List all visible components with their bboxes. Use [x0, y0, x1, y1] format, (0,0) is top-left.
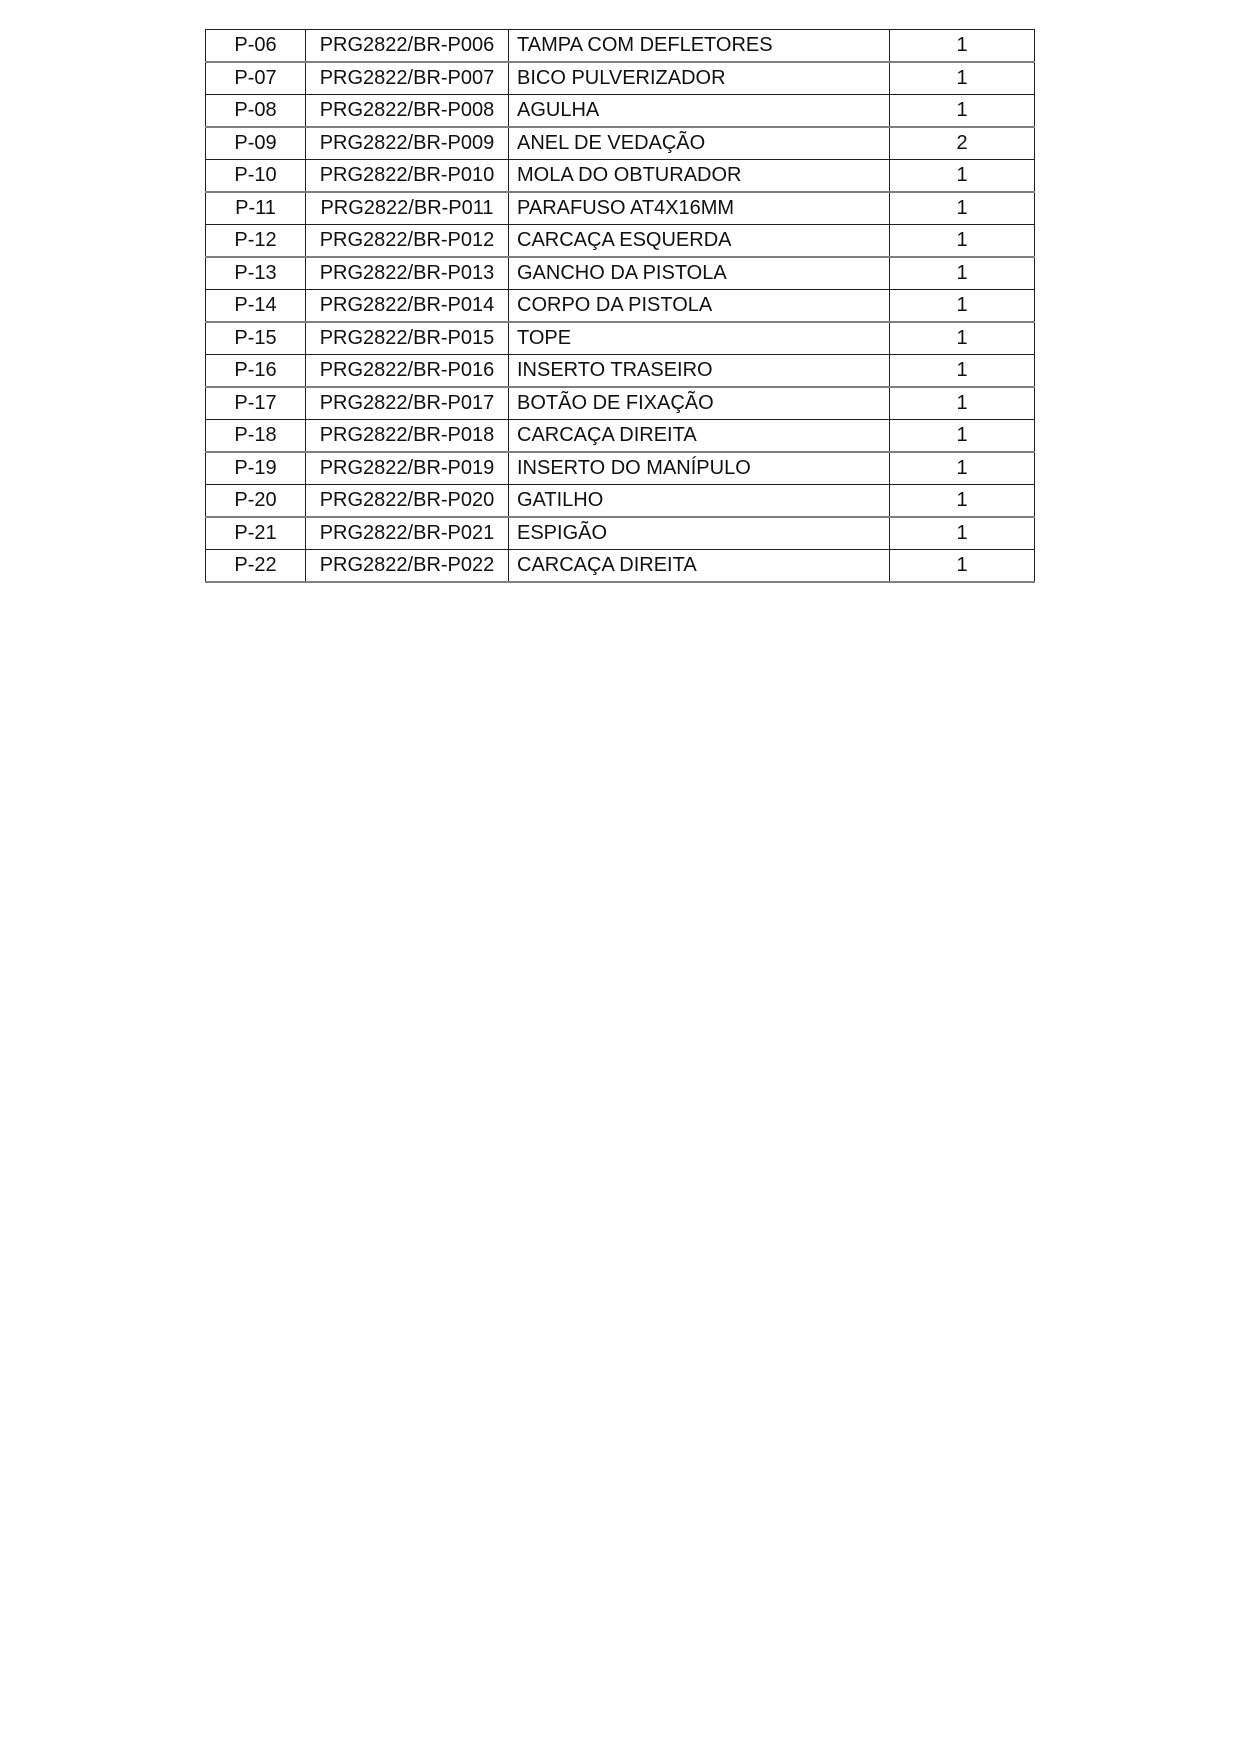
part-code-cell: PRG2822/BR-P010: [306, 160, 509, 193]
item-no-cell: P-08: [206, 95, 306, 128]
description-cell: CARCAÇA ESQUERDA: [509, 225, 890, 258]
qty-cell: 1: [890, 322, 1035, 355]
item-no-cell: P-12: [206, 225, 306, 258]
item-no-cell: P-14: [206, 290, 306, 323]
qty-cell: 1: [890, 192, 1035, 225]
item-no-cell: P-16: [206, 355, 306, 388]
table-row: [206, 160, 1035, 193]
item-no-cell: P-13: [206, 257, 306, 290]
qty-cell: 1: [890, 485, 1035, 518]
table-row: [206, 517, 1035, 550]
item-no-cell: P-07: [206, 62, 306, 95]
description-cell: ESPIGÃO: [509, 517, 890, 550]
description-cell: GATILHO: [509, 485, 890, 518]
description-cell: PARAFUSO AT4X16MM: [509, 192, 890, 225]
part-code-cell: PRG2822/BR-P013: [306, 257, 509, 290]
description-cell: CARCAÇA DIREITA: [509, 550, 890, 583]
part-code-cell: PRG2822/BR-P019: [306, 452, 509, 485]
qty-cell: 1: [890, 517, 1035, 550]
item-no-cell: P-10: [206, 160, 306, 193]
part-code-cell: PRG2822/BR-P022: [306, 550, 509, 583]
table-row: [206, 550, 1035, 583]
part-code-cell: PRG2822/BR-P016: [306, 355, 509, 388]
description-cell: AGULHA: [509, 95, 890, 128]
table-row: [206, 127, 1035, 160]
qty-cell: 1: [890, 30, 1035, 63]
table-row: [206, 30, 1035, 63]
description-cell: CARCAÇA DIREITA: [509, 420, 890, 453]
qty-cell: 1: [890, 95, 1035, 128]
part-code-cell: PRG2822/BR-P017: [306, 387, 509, 420]
description-cell: MOLA DO OBTURADOR: [509, 160, 890, 193]
part-code-cell: PRG2822/BR-P018: [306, 420, 509, 453]
table-row: [206, 257, 1035, 290]
qty-cell: 1: [890, 355, 1035, 388]
table-row: [206, 355, 1035, 388]
table-row: [206, 95, 1035, 128]
description-cell: BOTÃO DE FIXAÇÃO: [509, 387, 890, 420]
qty-cell: 1: [890, 452, 1035, 485]
qty-cell: 1: [890, 160, 1035, 193]
qty-cell: 1: [890, 550, 1035, 583]
item-no-cell: P-17: [206, 387, 306, 420]
qty-cell: 1: [890, 62, 1035, 95]
description-cell: GANCHO DA PISTOLA: [509, 257, 890, 290]
part-code-cell: PRG2822/BR-P015: [306, 322, 509, 355]
table-row: [206, 452, 1035, 485]
description-cell: BICO PULVERIZADOR: [509, 62, 890, 95]
item-no-cell: P-09: [206, 127, 306, 160]
description-cell: INSERTO DO MANÍPULO: [509, 452, 890, 485]
item-no-cell: P-19: [206, 452, 306, 485]
part-code-cell: PRG2822/BR-P006: [306, 30, 509, 63]
part-code-cell: PRG2822/BR-P020: [306, 485, 509, 518]
description-cell: ANEL DE VEDAÇÃO: [509, 127, 890, 160]
description-cell: CORPO DA PISTOLA: [509, 290, 890, 323]
item-no-cell: P-15: [206, 322, 306, 355]
parts-table-body: [206, 30, 1035, 583]
item-no-cell: P-21: [206, 517, 306, 550]
part-code-cell: PRG2822/BR-P011: [306, 192, 509, 225]
item-no-cell: P-22: [206, 550, 306, 583]
part-code-cell: PRG2822/BR-P012: [306, 225, 509, 258]
table-row: [206, 485, 1035, 518]
part-code-cell: PRG2822/BR-P008: [306, 95, 509, 128]
part-code-cell: PRG2822/BR-P009: [306, 127, 509, 160]
qty-cell: 1: [890, 290, 1035, 323]
item-no-cell: P-11: [206, 192, 306, 225]
table-row: [206, 322, 1035, 355]
qty-cell: 1: [890, 387, 1035, 420]
part-code-cell: PRG2822/BR-P014: [306, 290, 509, 323]
table-row: [206, 225, 1035, 258]
part-code-cell: PRG2822/BR-P021: [306, 517, 509, 550]
table-row: [206, 192, 1035, 225]
parts-table: [205, 29, 1035, 583]
qty-cell: 1: [890, 225, 1035, 258]
table-row: [206, 62, 1035, 95]
table-row: [206, 420, 1035, 453]
description-cell: INSERTO TRASEIRO: [509, 355, 890, 388]
item-no-cell: P-18: [206, 420, 306, 453]
description-cell: TOPE: [509, 322, 890, 355]
item-no-cell: P-20: [206, 485, 306, 518]
qty-cell: 2: [890, 127, 1035, 160]
qty-cell: 1: [890, 420, 1035, 453]
part-code-cell: PRG2822/BR-P007: [306, 62, 509, 95]
item-no-cell: P-06: [206, 30, 306, 63]
table-row: [206, 290, 1035, 323]
table-row: [206, 387, 1035, 420]
qty-cell: 1: [890, 257, 1035, 290]
description-cell: TAMPA COM DEFLETORES: [509, 30, 890, 63]
